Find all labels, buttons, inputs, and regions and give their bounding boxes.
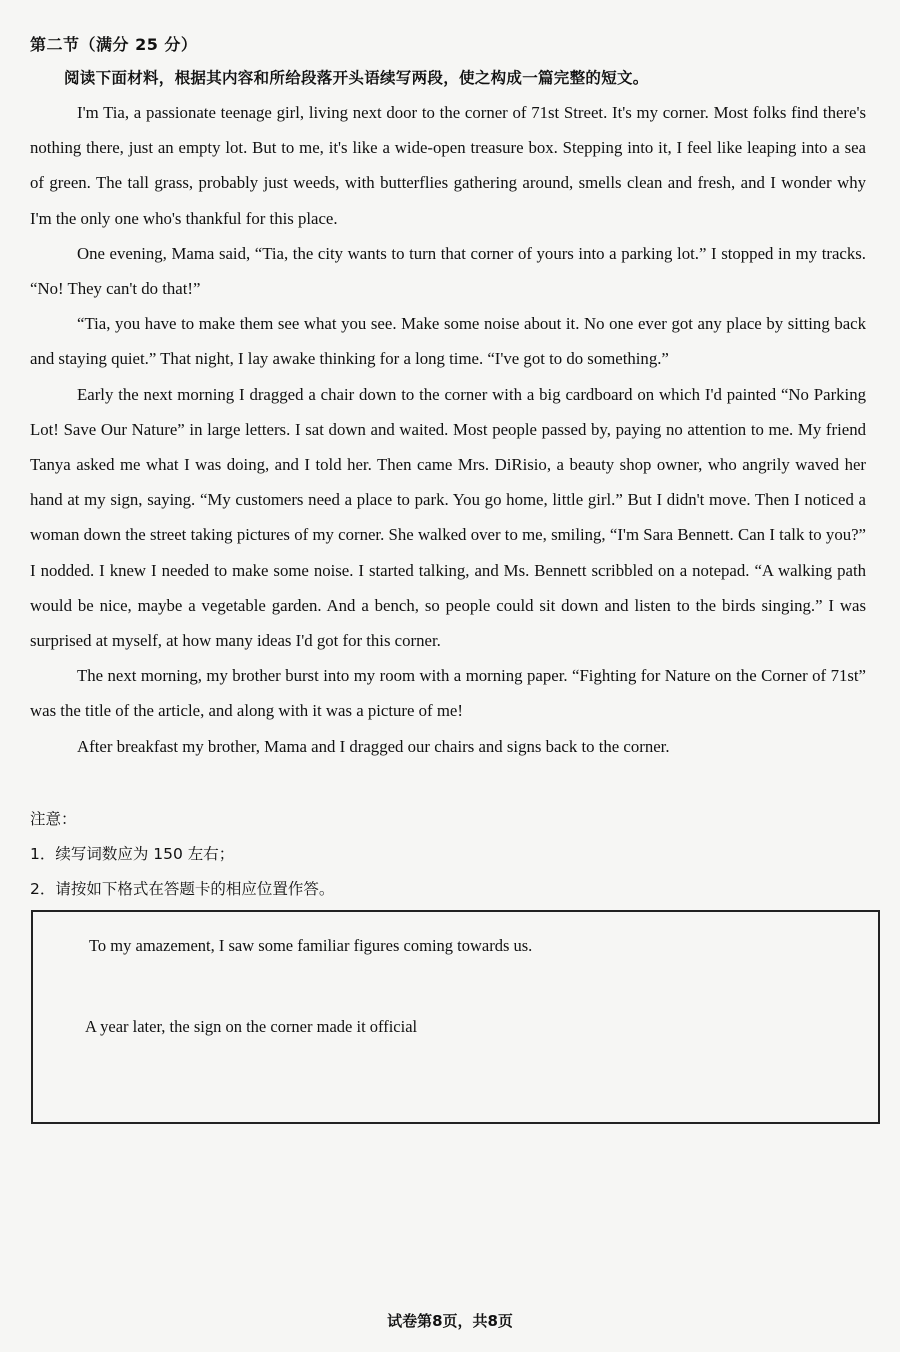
page-footer: 试卷第8页，共8页 (387, 1312, 513, 1330)
note-item: 1．续写词数应为 150 左右； (30, 845, 235, 863)
paragraph-opening-2: A year later, the sign on the corner made it official (85, 1017, 418, 1036)
passage-paragraph: After breakfast my brother, Mama and I dragged our chairs and signs back to the corner. (77, 736, 670, 756)
note-item: 2．请按如下格式在答题卡的相应位置作答。 (30, 880, 335, 898)
answer-box[interactable] (31, 910, 880, 1124)
instruction: 阅读下面材料，根据其内容和所给段落开头语续写两段，使之构成一篇完整的短文。 (64, 69, 649, 87)
passage-paragraph: “Tia, you have to make them see what you see. Make some noise about it. No one ever got any place by sitting back and staying quiet.” That night, I lay awake thinking for a long time. “I've got to do something.” (30, 314, 866, 369)
passage-paragraph: The next morning, my brother burst into my room with a morning paper. “Fighting for Nature on the Corner of 71st” was the title of the article, and along with it was a picture of me! (30, 666, 866, 721)
reading-passage (30, 95, 866, 764)
passage-paragraph: Early the next morning I dragged a chair down to the corner with a big cardboard on which I'd painted “No Parking Lot! Save Our Nature” in large letters. I sat down and waited. Most people passed by, paying no attention to me. My friend Tanya asked me what I was doing, and I told her. Then came Mrs. DiRisio, a beauty shop owner, who angrily waved her hand at my sign, saying. “My customers need a place to park. You go home, little girl.” But I didn't move. Then I noticed a woman down the street taking pictures of my corner. She walked over to me, smiling, “I'm Sara Bennett. Can I talk to you?” I nodded. I knew I needed to make some noise. I started talking, and Ms. Bennett scribbled on a notepad. “A walking path would be nice, maybe a vegetable garden. And a bench, so people could sit down and listen to the birds singing.” I was surprised at myself, at how many ideas I'd got for this corner. (30, 384, 866, 651)
passage-paragraph: One evening, Mama said, “Tia, the city wants to turn that corner of yours into a parking lot.” I stopped in my tracks. “No! They can't do that!” (30, 243, 866, 299)
paragraph-opening-1: To my amazement, I saw some familiar figures coming towards us. (89, 936, 533, 955)
passage-paragraph: I'm Tia, a passionate teenage girl, living next door to the corner of 71st Street. It's my corner. Most folks find there's nothing there, just an empty lot. But to me, it's like a wide-open treasure box. Stepping into it, I feel like leaping into a sea of green. The tall grass, probably just weeds, with butterflies gathering around, smells clean and fresh, and I wonder why I'm the only one who's thankful for this place. (30, 103, 866, 228)
notes-section (30, 802, 334, 907)
notes-heading: 注意： (30, 810, 77, 828)
section-title: 第二节（满分 25 分） (30, 35, 198, 54)
